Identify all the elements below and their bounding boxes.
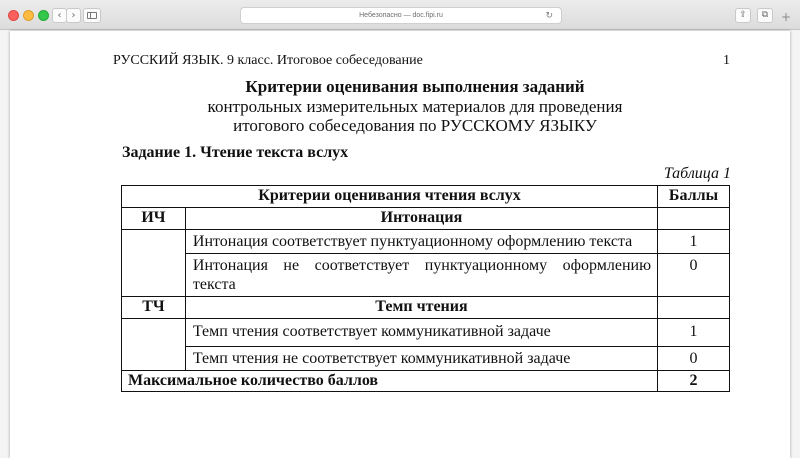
tabs-overview-icon[interactable]: ⧉ [757,8,773,23]
group-code-spacer [122,319,186,371]
address-bar[interactable] [240,7,562,24]
new-tab-icon[interactable]: + [780,10,792,24]
forward-icon[interactable]: › [66,8,81,23]
maximize-window-button[interactable] [38,10,49,21]
criterion-score: 1 [658,230,730,254]
document-subtitle-line-2: итогового собеседования по РУССКОМУ ЯЗЫКУ [233,116,597,135]
minimize-window-button[interactable] [23,10,34,21]
criterion-text: Темп чтения соответствует коммуникативной задаче [185,319,657,347]
group-score-empty [658,297,730,319]
total-score: 2 [658,371,730,392]
sidebar-toggle-icon[interactable] [83,8,101,23]
reload-icon[interactable]: ↻ [545,11,553,21]
share-icon[interactable]: ⇪ [735,8,751,23]
group-name: Интонация [185,208,657,230]
close-window-button[interactable] [8,10,19,21]
table-header-row [122,186,730,208]
criterion-text: Темп чтения не соответствует коммуникативной задаче [185,347,657,371]
group-name: Темп чтения [185,297,657,319]
criterion-text: Интонация соответствует пунктуационному оформлению текста [185,230,657,254]
table-row [122,347,730,371]
document-subtitle-line-1: контрольных измерительных материалов для проведения [207,97,623,116]
back-icon[interactable]: ‹ [52,8,67,23]
criterion-text: Интонация не соответствует пунктуационному оформлению текста [185,254,657,297]
criterion-score: 0 [658,347,730,371]
document-title-block [100,77,730,135]
group-code: ИЧ [122,208,186,230]
criteria-table [121,185,730,392]
page-number: 1 [723,53,730,68]
total-row [122,371,730,392]
group-header-row [122,208,730,230]
group-code-spacer [122,230,186,297]
header-subject: РУССКИЙ ЯЗЫК. 9 класс. Итоговое собеседование [113,53,423,68]
criterion-score: 0 [658,254,730,297]
group-code: ТЧ [122,297,186,319]
group-score-empty [658,208,730,230]
running-header [103,53,730,71]
table-row [122,254,730,297]
browser-toolbar [0,0,800,30]
total-label: Максимальное количество баллов [122,371,658,392]
criteria-column-header: Критерии оценивания чтения вслух [122,186,658,208]
criterion-score: 1 [658,319,730,347]
table-caption: Таблица 1 [663,165,731,182]
address-text: Небезопасно — doc.fipi.ru [359,12,443,19]
table-row [122,319,730,347]
score-column-header: Баллы [658,186,730,208]
table-row [122,230,730,254]
group-header-row [122,297,730,319]
document-title: Критерии оценивания выполнения заданий [245,77,585,96]
task-heading: Задание 1. Чтение текста вслух [122,144,349,161]
